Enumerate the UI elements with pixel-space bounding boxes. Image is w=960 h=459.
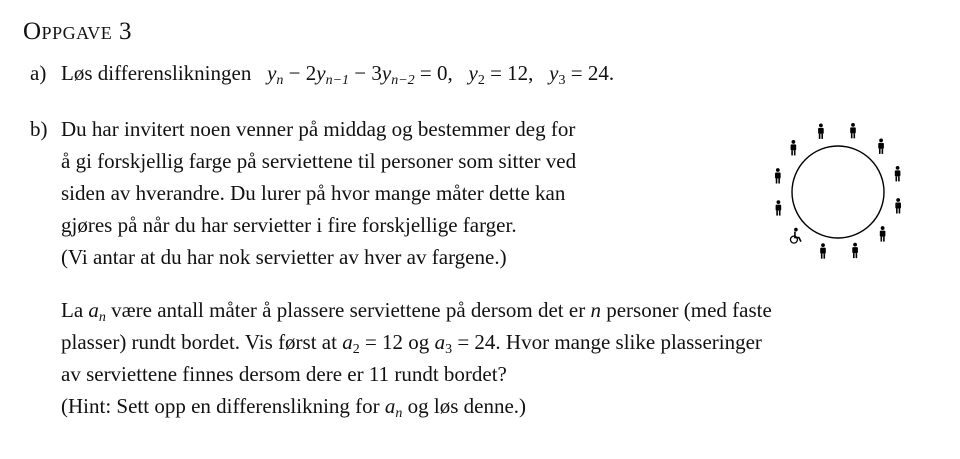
text-span: personer (med faste <box>600 298 772 322</box>
person-icon <box>895 198 901 213</box>
eq-y-3: y <box>381 61 392 85</box>
math-sub-3: 3 <box>445 342 453 357</box>
person-icon <box>852 243 858 258</box>
person-icon <box>791 140 797 155</box>
math-sub-n: n <box>395 406 403 421</box>
part-b-line-1: Du har invitert noen venner på middag og bestemmer deg for <box>61 117 576 141</box>
eq-zero: = 0, <box>414 61 453 85</box>
assignment-heading: Oppgave 3 <box>23 18 132 45</box>
text-span: La <box>61 298 89 322</box>
eq-sub-2: 2 <box>477 73 485 88</box>
eq-sub-3: 3 <box>558 73 566 88</box>
math-a: a <box>88 298 99 322</box>
eq-minus2: − 2 <box>283 61 317 85</box>
person-icon <box>775 168 781 183</box>
wheelchair-person-icon <box>790 228 801 243</box>
math-sub-n: n <box>98 310 106 325</box>
part-b-para2-line-4 <box>61 390 526 430</box>
eq-y2-value: = 12, <box>484 61 534 85</box>
text-span: plasser) rundt bordet. Vis først at <box>61 330 343 354</box>
math-sub-2: 2 <box>352 342 360 357</box>
part-b-para2-line-3: av serviettene finnes dersom dere er 11 rundt bordet? <box>61 362 507 386</box>
math-a: a <box>384 394 396 418</box>
person-icon <box>776 200 782 215</box>
table-circle <box>792 146 884 238</box>
part-a-text <box>61 57 614 97</box>
math-n: n <box>590 298 601 322</box>
text-span: = 24. Hvor mange slike plasseringer <box>452 330 762 354</box>
eq-sub-n1: n−1 <box>325 73 350 88</box>
part-b-line-3: siden av hverandre. Du lurer på hvor mange måter dette kan <box>61 181 566 205</box>
eq-y-2: y <box>316 61 326 85</box>
text-span: (Hint: Sett opp en differenslikning for <box>61 394 385 418</box>
person-icon <box>895 166 901 181</box>
person-icon <box>878 139 884 154</box>
person-icon <box>880 226 886 241</box>
eq-minus3: − 3 <box>349 61 382 85</box>
eq-sub-n2: n−2 <box>391 73 415 88</box>
part-b-line-4: gjøres på når du har servietter i fire forskjellige farger. <box>61 213 517 237</box>
part-a-instruction: Løs differenslikningen <box>61 61 252 85</box>
part-b-line-2: å gi forskjellig farge på serviettene til personer som sitter ved <box>61 149 577 173</box>
part-a-label: a) <box>30 61 47 85</box>
eq-sub-n: n <box>276 73 284 88</box>
eq-y2: y <box>468 61 478 85</box>
text-span: være antall måter å plassere serviettene på dersom det er <box>105 298 591 322</box>
part-b-label: b) <box>30 117 48 141</box>
math-a: a <box>434 330 446 354</box>
text-span: og løs denne.) <box>402 394 527 418</box>
math-a: a <box>342 330 353 354</box>
eq-y: y <box>267 61 277 85</box>
round-table-figure <box>770 120 915 265</box>
text-span: = 12 og <box>359 330 435 354</box>
part-b-line-5: (Vi antar at du har nok servietter av hver av fargene.) <box>61 245 507 269</box>
person-icon <box>818 124 824 139</box>
eq-y3: y <box>549 61 559 85</box>
eq-y3-value: = 24. <box>565 61 615 85</box>
person-icon <box>850 123 856 138</box>
person-icon <box>820 243 826 258</box>
